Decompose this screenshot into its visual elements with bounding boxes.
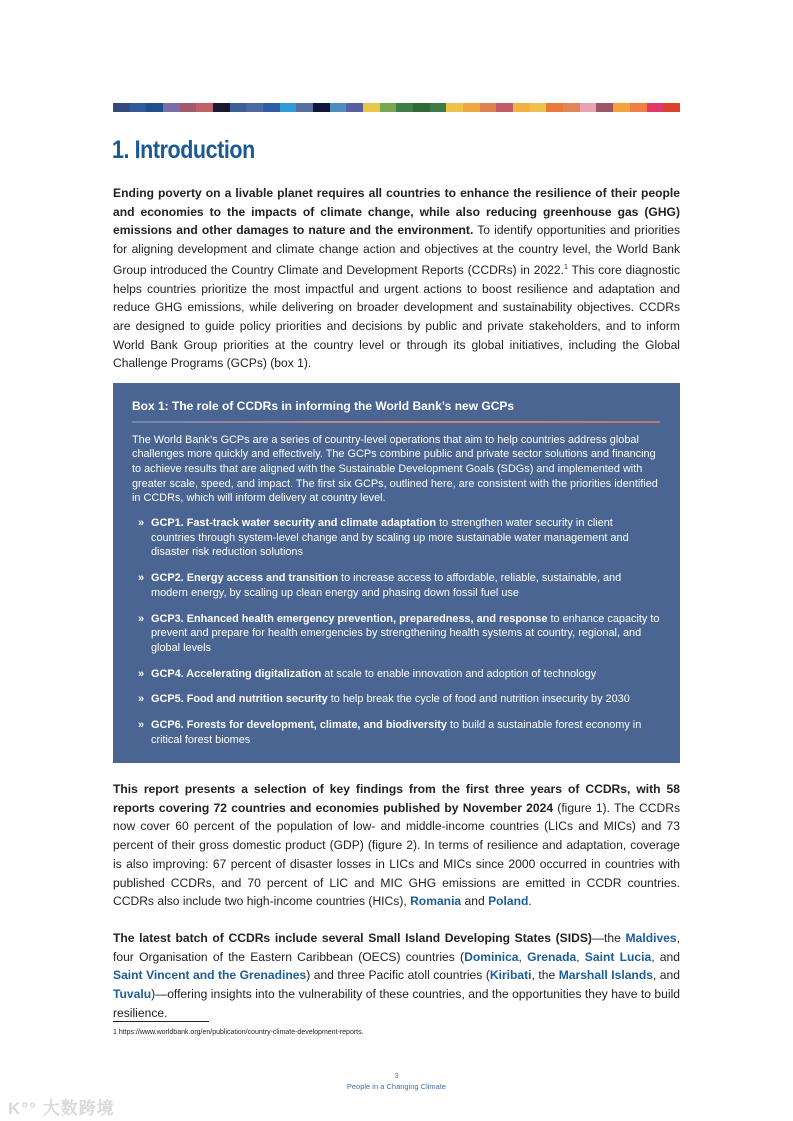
gcp-bullet (132, 718, 660, 747)
bullet-marker: » (138, 517, 145, 530)
sdg-color-bar (113, 103, 680, 112)
color-segment (163, 103, 180, 112)
bullet-marker: » (138, 612, 145, 625)
color-segment (213, 103, 230, 112)
link-saint-vincent[interactable]: Saint Vincent and the Grenadines (113, 968, 307, 983)
color-segment (146, 103, 163, 112)
color-segment (563, 103, 580, 112)
lead-sentence: The latest batch of CCDRs include several Small Island Developing States (SIDS) (113, 931, 592, 945)
gcp-label: GCP1. Fast-track water security and climate adaptation (151, 517, 437, 530)
lead-sentence: Ending poverty on a livable planet requires all countries to enhance the resilience of their people and economies to the impacts of climate change, while also reducing greenhouse gas (GHG) emissions and other damages to nature and the environment. (113, 186, 680, 238)
color-segment (496, 103, 513, 112)
link-tuvalu[interactable]: Tuvalu (113, 987, 152, 1002)
link-maldives[interactable]: Maldives (625, 931, 677, 945)
color-segment (263, 103, 280, 112)
box-1 (113, 383, 680, 763)
text: , and (651, 949, 680, 964)
link-kiribati[interactable]: Kiribati (489, 968, 532, 983)
color-segment (647, 103, 664, 112)
text: This core diagnostic helps countries prioritize the most impactful and urgent actions to boost resilience and adaptation and reduce GHG emissions, while delivering on broader development and sustainability objectives. CCDRs are designed to guide policy priorities and decisions by public and private stakeholders, and to inform World Bank Group priorities at the country level or through its global initiatives, including the Global Challenge Programs (GCPs) (box 1). (113, 262, 680, 371)
color-segment (363, 103, 380, 112)
gcp-description: to strengthen water security in client countries through system-level change and by scaling up more sustainable water management and disaster risk reduction solutions (151, 517, 629, 559)
text: , the (531, 968, 559, 983)
text: . (528, 894, 532, 909)
gcp-bullet (132, 516, 660, 560)
page-number: 3 (394, 1071, 399, 1080)
color-segment (296, 103, 313, 112)
color-segment (596, 103, 613, 112)
bullet-marker: » (138, 572, 145, 585)
gcp-label: GCP6. Forests for development, climate, and biodiversity (151, 719, 447, 732)
color-segment (580, 103, 597, 112)
text: —the (591, 931, 626, 945)
color-segment (513, 103, 530, 112)
box-title: Box 1: The role of CCDRs in informing the World Bank’s new GCPs (132, 399, 515, 413)
color-segment (330, 103, 347, 112)
gcp-description: to increase access to affordable, reliable, sustainable, and modern energy, by scaling up clean energy and phasing down fossil fuel use (151, 572, 622, 599)
link-romania[interactable]: Romania (410, 894, 462, 909)
bullet-text (151, 516, 660, 560)
color-segment (480, 103, 497, 112)
page-title: 1. Introduction (112, 136, 255, 164)
text: )—offering insights into the vulnerability of these countries, and the opportunities they have to build resilience. (113, 987, 680, 1020)
intro-paragraph (113, 184, 680, 373)
color-segment (463, 103, 480, 112)
box-intro: The World Bank’s GCPs are a series of country-level operations that aim to help countries address global challenges more quickly and effectively. The GCPs combine public and private sector solutions and financing to achieve results that are aligned with the Sustainable Development Goals (SDGs) and implemented with greater scale, speed, and impact. The first six GCPs, outlined here, are consistent with the priorities identified in CCDRs, which will inform delivery at country level. (132, 433, 658, 505)
gcp-label: GCP5. Food and nutrition security (151, 693, 328, 706)
text: , and (652, 968, 680, 983)
footnote[interactable]: 1 https://www.worldbank.org/en/publication/country-climate-development-reports. (113, 1029, 364, 1036)
running-footer: People in a Changing Climate (346, 1082, 447, 1091)
color-segment (346, 103, 363, 112)
findings-paragraph (113, 780, 680, 911)
box-divider (132, 421, 660, 423)
gcp-bullet (132, 612, 660, 656)
text: , (518, 949, 528, 964)
footnote-ref[interactable]: 1 (564, 263, 568, 271)
gcp-description: at scale to enable innovation and adoption of technology (321, 667, 597, 680)
color-segment (546, 103, 563, 112)
color-segment (180, 103, 197, 112)
link-grenada[interactable]: Grenada (527, 949, 577, 964)
color-segment (613, 103, 630, 112)
color-segment (230, 103, 247, 112)
text: and (461, 894, 489, 909)
watermark-logo: K°° 大数跨境 (8, 1099, 115, 1118)
text: To identify opportunities and priorities for aligning development and climate change action and objectives at the country level, the World Bank Group introduced the Country Climate and Development Reports (CCDRs) in 2022. (113, 223, 680, 277)
bullet-marker: » (138, 719, 145, 732)
bullet-marker: » (138, 693, 145, 706)
color-segment (446, 103, 463, 112)
link-poland[interactable]: Poland (488, 894, 529, 909)
gcp-label: GCP2. Energy access and transition (151, 572, 339, 585)
text: , four Organisation of the Eastern Caribbean (OECS) countries ( (113, 931, 680, 964)
footnote-divider (113, 1021, 209, 1022)
sids-paragraph (113, 929, 680, 1023)
gcp-label: GCP3. Enhanced health emergency prevention, preparedness, and response (151, 612, 548, 625)
color-segment (430, 103, 447, 112)
color-segment (130, 103, 147, 112)
color-segment (280, 103, 297, 112)
bullet-text (151, 692, 630, 707)
color-segment (396, 103, 413, 112)
gcp-description: to enhance capacity to prevent and prepare for health emergencies by strengthening health systems at country, regional, and global levels (151, 612, 660, 654)
color-segment (663, 103, 680, 112)
link-marshall-islands[interactable]: Marshall Islands (558, 968, 653, 983)
gcp-description: to help break the cycle of food and nutrition insecurity by 2030 (327, 693, 630, 706)
gcp-bullet (132, 571, 660, 600)
bullet-text (151, 667, 596, 682)
text: , (576, 949, 585, 964)
bullet-marker: » (138, 667, 145, 680)
color-segment (413, 103, 430, 112)
color-segment (113, 103, 130, 112)
color-segment (313, 103, 330, 112)
bullet-text (151, 718, 660, 747)
lead-sentence: This report presents a selection of key findings from the first three years of CCDRs, with 58 reports covering 72 countries and economies published by November 2024 (113, 782, 680, 815)
bullet-text (151, 571, 660, 600)
gcp-bullet (132, 692, 660, 707)
color-segment (630, 103, 647, 112)
gcp-description: to build a sustainable forest economy in critical forest biomes (151, 719, 642, 746)
color-segment (246, 103, 263, 112)
text: ) and three Pacific atoll countries ( (306, 968, 490, 983)
color-segment (196, 103, 213, 112)
bullet-text (151, 612, 660, 656)
gcp-label: GCP4. Accelerating digitalization (151, 667, 322, 680)
link-saint-lucia[interactable]: Saint Lucia (584, 949, 652, 964)
color-segment (380, 103, 397, 112)
link-dominica[interactable]: Dominica (464, 949, 519, 964)
gcp-bullet (132, 667, 660, 682)
color-segment (530, 103, 547, 112)
text: (figure 1). The CCDRs now cover 60 percent of the population of low- and middle-income countries (LICs and MICs) and 73 percent of their gross domestic product (GDP) (figure 2). In terms of resilience and adaptation, coverage is also improving: 67 percent of disaster losses in LICs and MICs since 2000 occurred in countries with published CCDRs, and 70 percent of LIC and MIC GHG emissions are emitted in CCDR countries. CCDRs also include two high-income countries (HICs), (113, 800, 681, 909)
